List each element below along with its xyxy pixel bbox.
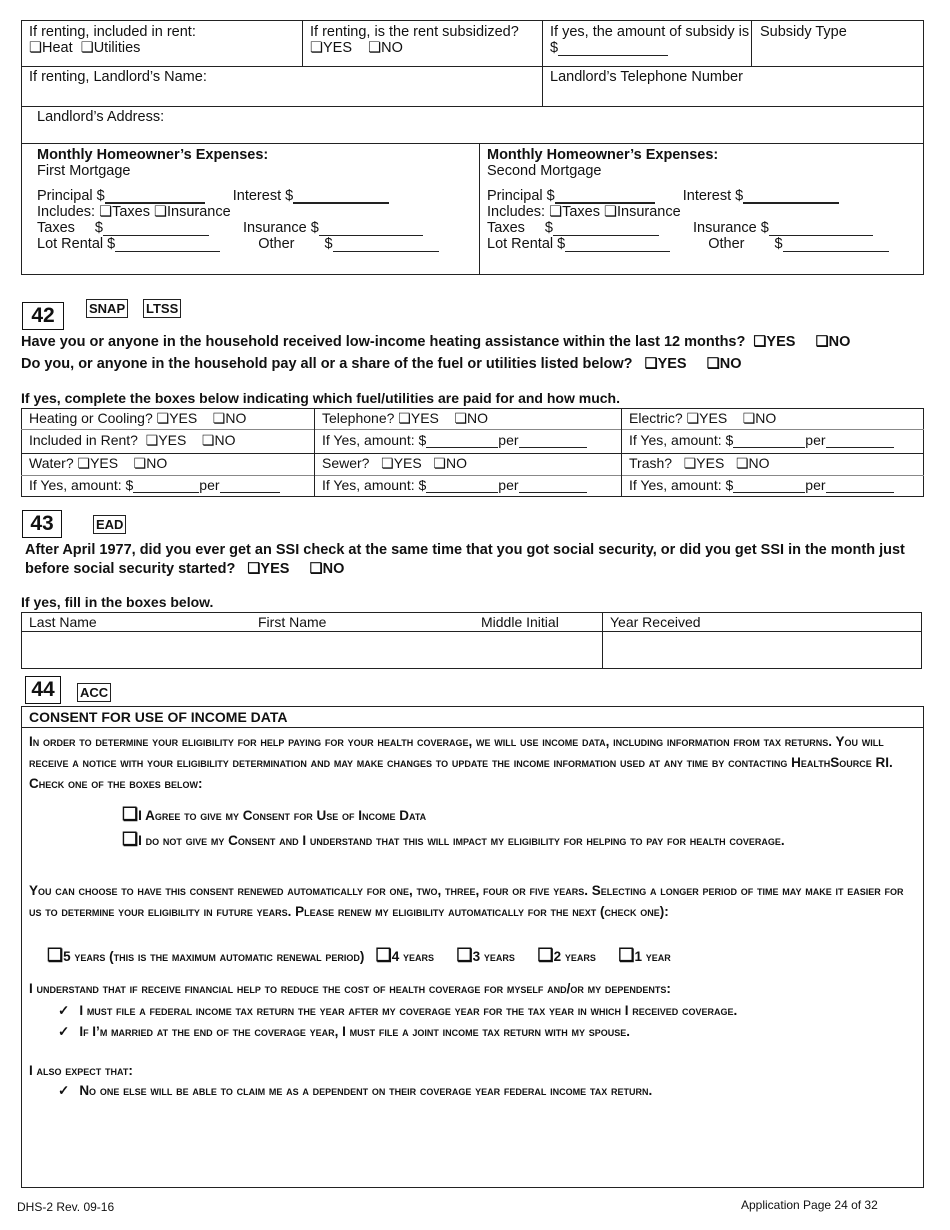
snap-tag: SNAP	[86, 299, 128, 318]
amount-label: If Yes, amount: $	[322, 477, 427, 493]
ssi-year-input[interactable]	[605, 633, 919, 667]
utilities-label: Utilities	[93, 40, 141, 56]
no-label: NO	[225, 410, 247, 426]
interest-field[interactable]	[743, 188, 839, 204]
no-label: NO	[445, 455, 467, 471]
telephone-yes-checkbox[interactable]	[398, 410, 411, 426]
check-icon: ✓	[58, 1003, 70, 1018]
no-label: NO	[719, 356, 742, 372]
trash-amount-cell	[629, 477, 894, 493]
expenses-subtitle: Second Mortgage	[487, 163, 602, 179]
heat-label: Heat	[42, 40, 73, 56]
insurance-label: Insurance $	[243, 220, 319, 236]
no-label: NO	[146, 455, 168, 471]
telephone-no-checkbox[interactable]	[454, 410, 467, 426]
heating-yes-checkbox[interactable]	[753, 334, 766, 350]
acc-tag: ACC	[77, 683, 111, 702]
ltss-tag: LTSS	[143, 299, 181, 318]
col-year-received: Year Received	[610, 614, 701, 630]
lot-rental-label: Lot Rental $	[37, 236, 116, 252]
renewal-5-label: 5 years (this is the maximum automatic renewal period)	[63, 949, 365, 964]
yes-label: YES	[410, 410, 439, 426]
electric-cell	[629, 410, 776, 427]
fuel-utilities-question	[21, 356, 742, 372]
principal-field[interactable]	[105, 188, 205, 204]
landlord-name-label: If renting, Landlord’s Name:	[29, 69, 207, 85]
electric-per-field[interactable]	[826, 433, 894, 448]
no-label: NO	[755, 410, 777, 426]
renewal-4-checkbox[interactable]	[376, 945, 392, 965]
ead-tag: EAD	[93, 515, 126, 534]
amount-label: If Yes, amount: $	[322, 432, 427, 448]
dollar-sign: $	[550, 40, 559, 56]
yes-label: YES	[696, 455, 725, 471]
telephone-amount-field[interactable]	[426, 433, 498, 448]
no-label: NO	[467, 410, 488, 426]
includes-taxes-checkbox[interactable]	[99, 204, 112, 220]
yes-label: YES	[169, 410, 198, 426]
trash-no-checkbox[interactable]	[736, 455, 749, 471]
includes-taxes-checkbox[interactable]	[549, 204, 562, 220]
electric-amount-cell	[629, 432, 894, 448]
includes-label: Includes:	[487, 204, 546, 220]
consent-agree-option	[122, 804, 426, 825]
sewer-cell	[322, 455, 467, 472]
telephone-amount-cell	[322, 432, 587, 448]
lot-rental-label: Lot Rental $	[487, 236, 566, 252]
subsidy-amount-field[interactable]	[558, 41, 668, 56]
principal-field[interactable]	[555, 188, 655, 204]
amount-label: If Yes, amount: $	[29, 477, 134, 493]
ssi-no-checkbox[interactable]	[310, 561, 323, 577]
per-label: per	[498, 432, 519, 448]
consent-paragraph-1: In order to determine your eligibility for help paying for your health coverage, we will use income data, including information from tax returns. You will receive a notice with your eligibility determination and may make changes to update the income information used at any time by contacting HealthSource RI. Check one of the boxes below:	[29, 734, 893, 791]
trash-amount-field[interactable]	[733, 478, 805, 493]
yes-label: YES	[158, 432, 187, 448]
lot-rental-field[interactable]	[115, 237, 220, 252]
bullet-item	[58, 1000, 878, 1021]
yes-label: YES	[90, 455, 119, 471]
heating-no-checkbox[interactable]	[816, 334, 829, 350]
renewal-3-label: 3 years	[472, 949, 515, 964]
option-label: I do not give my Consent and I understand that this will impact my eligibility for helping to pay for health coverage.	[138, 833, 785, 848]
consent-disagree-option	[122, 829, 842, 851]
sewer-no-checkbox[interactable]	[433, 455, 446, 471]
per-label: per	[805, 432, 826, 448]
yes-label: YES	[393, 455, 422, 471]
rent-subsidized-label: If renting, is the rent subsidized?	[310, 24, 519, 40]
sewer-amount-cell	[322, 477, 587, 493]
no-label: NO	[322, 561, 345, 577]
water-amount-cell	[29, 477, 280, 493]
taxes-field[interactable]	[553, 221, 659, 236]
rent-info-table	[21, 20, 924, 276]
landlord-phone-label: Landlord’s Telephone Number	[550, 69, 743, 85]
utilities-grid	[21, 408, 924, 497]
sewer-per-field[interactable]	[519, 478, 587, 493]
amount-label: If Yes, amount: $	[629, 432, 734, 448]
utility-label: Heating or Cooling?	[29, 410, 153, 426]
question-text: Do you, or anyone in the household pay all or a share of the fuel or utilities listed below?	[21, 356, 633, 372]
expect-bullets	[58, 1083, 878, 1099]
first-mortgage-block	[37, 147, 467, 252]
dollar-sign: $	[324, 236, 333, 252]
heating-assistance-question	[21, 334, 850, 350]
trash-cell	[629, 455, 770, 472]
included-rent-no-checkbox[interactable]	[202, 432, 215, 448]
utility-label: Electric?	[629, 410, 683, 426]
col-last-name: Last Name	[29, 614, 97, 630]
yes-label: YES	[699, 410, 728, 426]
taxes-cb-label: Taxes	[112, 204, 150, 220]
understand-bullets	[58, 1000, 878, 1042]
renewal-4-label: 4 years	[391, 949, 435, 964]
form-id: DHS-2 Rev. 09-16	[17, 1200, 115, 1214]
check-icon: ✓	[58, 1083, 70, 1098]
renewal-5-checkbox[interactable]	[47, 945, 63, 965]
no-label: NO	[748, 455, 770, 471]
ssi-question	[25, 541, 930, 579]
other-label: Other	[708, 236, 745, 252]
insurance-field[interactable]	[319, 221, 423, 236]
second-mortgage-block	[487, 147, 917, 252]
fuel-no-checkbox[interactable]	[707, 356, 720, 372]
yes-label: YES	[657, 356, 687, 372]
other-field[interactable]	[333, 237, 439, 252]
water-cell	[29, 455, 167, 472]
section-number-44: 44	[25, 676, 61, 704]
ssi-yes-checkbox[interactable]	[247, 561, 260, 577]
subsidy-type-label: Subsidy Type	[760, 24, 847, 40]
subsidized-yes-checkbox[interactable]	[310, 40, 323, 56]
consent-paragraph-2: You can choose to have this consent renewed automatically for one, two, three, four or five years. Selecting a longer period of time may make it easier for us to determine your eligibility in future years. Please renew my eligibility automatically for the next (check one):	[29, 883, 904, 919]
utility-label: Water?	[29, 455, 74, 471]
consent-box	[21, 706, 924, 1188]
other-field[interactable]	[783, 237, 889, 252]
utility-label: Sewer?	[322, 455, 370, 471]
utilities-instruction: If yes, complete the boxes below indicating which fuel/utilities are paid for and how much.	[21, 390, 620, 406]
dollar-sign: $	[774, 236, 783, 252]
electric-yes-checkbox[interactable]	[687, 410, 700, 426]
renewal-3-checkbox[interactable]	[457, 945, 473, 965]
dollar-sign: $	[544, 220, 553, 236]
subsidized-no-checkbox[interactable]	[368, 40, 381, 56]
taxes-label: Taxes	[487, 220, 525, 236]
subsidy-amount-label: If yes, the amount of subsidy is	[550, 24, 750, 40]
section-number-43: 43	[22, 510, 62, 538]
water-no-checkbox[interactable]	[134, 455, 147, 471]
lot-rental-field[interactable]	[565, 237, 670, 252]
heating-cooling-yes-checkbox[interactable]	[157, 410, 170, 426]
principal-label: Principal $	[487, 188, 555, 204]
no-label: NO	[381, 40, 403, 56]
dollar-sign: $	[94, 220, 103, 236]
understand-statement: I understand that if receive financial help to reduce the cost of health coverage for myself and/or my dependents:	[29, 981, 671, 996]
included-in-rent-label: If renting, included in rent:	[29, 24, 196, 40]
expenses-subtitle: First Mortgage	[37, 163, 131, 179]
renewal-years-row	[47, 945, 671, 966]
utility-sub-label: Included in Rent?	[29, 432, 138, 448]
utility-label: Trash?	[629, 455, 673, 471]
included-rent-yes-checkbox[interactable]	[146, 432, 159, 448]
taxes-field[interactable]	[103, 221, 209, 236]
interest-field[interactable]	[293, 188, 389, 204]
also-expect-label: I also expect that:	[29, 1063, 133, 1078]
renewal-2-checkbox[interactable]	[537, 945, 553, 965]
taxes-cb-label: Taxes	[562, 204, 600, 220]
bullet-text: No one else will be able to claim me as a dependent on their coverage year federal income tax return.	[79, 1083, 653, 1098]
water-per-field[interactable]	[220, 478, 280, 493]
consent-disagree-checkbox[interactable]	[122, 829, 138, 849]
bullet-text: I must file a federal income tax return the year after my coverage year for the tax year in which I received coverage.	[79, 1003, 738, 1018]
heat-checkbox[interactable]	[29, 40, 42, 56]
no-label: NO	[828, 334, 851, 350]
no-label: NO	[214, 432, 236, 448]
ssi-table	[21, 612, 922, 669]
bullet-text: If I’m married at the end of the coverage year, I must file a joint income tax return with my spouse.	[79, 1024, 630, 1039]
question-text: After April 1977, did you ever get an SSI check at the same time that you got social security, or did you get SSI in the month just before social security started?	[25, 542, 905, 577]
page-number: Application Page 24 of 32	[741, 1198, 878, 1212]
includes-insurance-checkbox[interactable]	[154, 204, 167, 220]
water-amount-field[interactable]	[133, 478, 199, 493]
per-label: per	[498, 477, 519, 493]
landlord-address-label: Landlord’s Address:	[37, 109, 165, 125]
included-in-rent-cell	[29, 432, 235, 449]
other-label: Other	[258, 236, 295, 252]
sewer-yes-checkbox[interactable]	[381, 455, 394, 471]
amount-label: If Yes, amount: $	[629, 477, 734, 493]
trash-yes-checkbox[interactable]	[684, 455, 697, 471]
section-number-42: 42	[22, 302, 64, 330]
utility-label: Telephone?	[322, 410, 395, 426]
renewal-1-checkbox[interactable]	[618, 945, 634, 965]
option-label: I Agree to give my Consent for Use of Income Data	[138, 808, 427, 823]
taxes-label: Taxes	[37, 220, 75, 236]
per-label: per	[199, 477, 220, 493]
insurance-field[interactable]	[769, 221, 873, 236]
fuel-yes-checkbox[interactable]	[645, 356, 658, 372]
yes-label: YES	[766, 334, 796, 350]
col-first-name: First Name	[258, 614, 327, 630]
electric-amount-field[interactable]	[733, 433, 805, 448]
question-text: Have you or anyone in the household received low-income heating assistance within the last 12 months?	[21, 334, 746, 350]
interest-label: Interest $	[682, 188, 744, 204]
renewal-1-label: 1 year	[634, 949, 671, 964]
telephone-cell	[322, 410, 488, 427]
yes-label: YES	[323, 40, 353, 56]
telephone-per-field[interactable]	[519, 433, 587, 448]
col-middle-initial: Middle Initial	[481, 614, 559, 630]
consent-header: CONSENT FOR USE OF INCOME DATA	[29, 709, 288, 725]
ssi-name-input[interactable]	[23, 633, 599, 667]
electric-no-checkbox[interactable]	[743, 410, 756, 426]
insurance-cb-label: Insurance	[617, 204, 681, 220]
heating-cooling-cell	[29, 410, 246, 427]
water-yes-checkbox[interactable]	[78, 455, 91, 471]
heating-cooling-no-checkbox[interactable]	[213, 410, 226, 426]
expenses-title: Monthly Homeowner’s Expenses:	[487, 147, 719, 163]
insurance-label: Insurance $	[693, 220, 769, 236]
utilities-checkbox[interactable]	[81, 40, 94, 56]
includes-insurance-checkbox[interactable]	[604, 204, 617, 220]
bullet-item	[58, 1021, 878, 1042]
renewal-2-label: 2 years	[553, 949, 596, 964]
expenses-title: Monthly Homeowner’s Expenses:	[37, 147, 269, 163]
per-label: per	[805, 477, 826, 493]
yes-label: YES	[260, 561, 290, 577]
check-icon: ✓	[58, 1024, 70, 1039]
interest-label: Interest $	[232, 188, 294, 204]
insurance-cb-label: Insurance	[167, 204, 231, 220]
sewer-amount-field[interactable]	[426, 478, 498, 493]
includes-label: Includes:	[37, 204, 96, 220]
trash-per-field[interactable]	[826, 478, 894, 493]
consent-agree-checkbox[interactable]	[122, 804, 138, 824]
ssi-instruction: If yes, fill in the boxes below.	[21, 594, 214, 610]
bullet-item	[58, 1083, 878, 1099]
principal-label: Principal $	[37, 188, 105, 204]
